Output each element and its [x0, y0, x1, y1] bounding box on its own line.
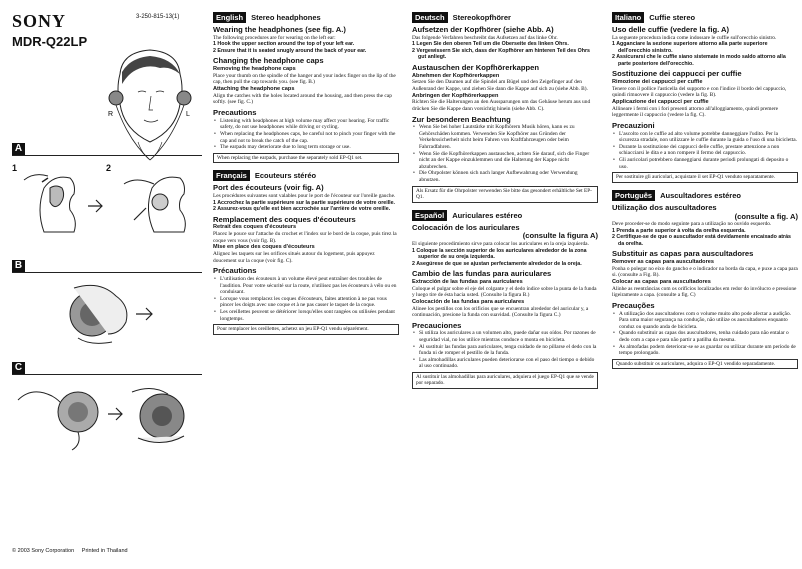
step: 2 Asegúrese de que se ajustan perfectamente alrededor de la oreja.	[412, 260, 582, 267]
figure-b-illustration	[60, 276, 180, 354]
divider	[12, 272, 202, 273]
heading: Substituir as capas para auscultadores	[612, 249, 754, 259]
heading: Precauciones	[412, 320, 462, 330]
subheading: Attaching the headphone caps	[213, 86, 295, 93]
section-header-spanish	[412, 210, 598, 221]
figure-a-step-1: 1	[12, 163, 18, 173]
step: 2 Assurez-vous qu'elle est bien accrochée sur l'arrière de votre oreille.	[213, 206, 391, 213]
paragraph: El siguiente procedimiento sirve para colocar los auriculares en la oreja izquierda.	[412, 241, 589, 248]
step: 1 Agganciare la sezione superiore attorno alla parte superiore dell'orecchio sinistro.	[612, 41, 768, 54]
section-header-german	[412, 12, 598, 23]
paragraph: Alignez les taquets sur les orifices situés autour du logement, puis appuyez doucement sur la coque (voir fig. C).	[213, 251, 375, 264]
section-title: Ecouteurs stéréo	[254, 171, 317, 181]
list-item: • The earpads may deteriorate due to long term storage or use.	[213, 144, 399, 151]
paragraph: Tenere con il pollice l'asticella del supporto e con l'indice il bordo del cappuccio, quindi rimuovere il cappuccio (vedere la fig. B).	[612, 85, 787, 99]
precautions-list	[412, 330, 598, 370]
heading: Cambio de las fundas para auriculares	[412, 269, 552, 279]
heading: Wearing the headphones (see fig. A.)	[213, 25, 346, 35]
subheading: Colocar as capas para auscultadores	[612, 278, 711, 285]
paragraph: Richten Sie die Halterungen an den Aussparungen um das Gehäuse herum aus und drücken Sie die Kappe dann vorsichtig hinein (siehe Abb. C).	[412, 99, 591, 112]
subheading: Mise en place des coques d'écouteurs	[213, 244, 315, 251]
note-box: Quando substituir os auriculares, adquira o EP-Q1 vendido separadamente.	[612, 359, 798, 369]
note-box: Als Ersatz für die Ohrpolster verwenden Sie bitte das gesondert erhältliche Set EP-Q1.	[412, 186, 598, 203]
brand-logo: SONY	[12, 11, 67, 31]
paragraph: Coloque el pulgar sobre el eje del colgante y el dedo índice sobre la punta de la funda y luego tire de ésta hacia usted. (Consulte la figura B.)	[412, 285, 597, 299]
figure-a-illustration	[14, 170, 204, 240]
paragraph: Das folgende Verfahren beschreibt das Aufsetzen auf das linke Ohr.	[412, 34, 558, 41]
list-item: • Las almohadillas auriculares pueden deteriorarse con el paso del tiempo o debido al uso continuado.	[412, 357, 598, 370]
heading: (consulte a fig. A)	[734, 211, 798, 221]
section-header-english	[213, 12, 399, 23]
subheading: Remover as capas para auscultadores	[612, 258, 714, 265]
paragraph: Allineare i fermi con i fori presenti attorno all'alloggiamento, quindi premere leggermente il cappuccio (vedere la fig. C).	[612, 105, 779, 119]
step: 1 Hook the upper section around the top of your left ear.	[213, 41, 355, 48]
heading: Precautions	[213, 108, 257, 118]
note-box: Per sostituire gli auricolari, acquistare il set EP-Q1 venduto separatamente.	[612, 172, 798, 182]
list-item: • Les oreillettes peuvent se détériorer lorsqu'elles sont rangées ou utilisées pendant longtemps.	[213, 309, 399, 322]
printed-in: Printed in Thailand	[81, 548, 128, 554]
step: 1 Accrochez la partie supérieure sur la partie supérieure de votre oreille.	[213, 199, 396, 206]
model-number: MDR-Q22LP	[12, 34, 88, 49]
section-title: Stereokopfhörer	[452, 13, 511, 22]
precautions-list	[612, 131, 798, 171]
precautions-list	[412, 124, 598, 183]
language-tag: Español	[412, 210, 447, 221]
heading: Port des écouteurs (voir fig. A)	[213, 183, 324, 193]
subheading: Retrait des coques d'écouteurs	[213, 224, 297, 231]
subheading: Extracción de las fundas para auriculares	[412, 278, 523, 285]
language-tag: Français	[213, 170, 250, 181]
language-tag: Deutsch	[412, 12, 448, 23]
subheading: Anbringen der Kopfhörerkappen	[412, 92, 499, 99]
copyright: © 2003 Sony Corporation	[12, 548, 75, 554]
list-item: • A utilização dos auscultadores com o volume muito alto pode afectar a audição. Para uma maior segurança na condução, não utilize os auscultadores enquanto conduz ou quando anda de bicicleta.	[612, 311, 798, 331]
heading: Precauzioni	[612, 120, 655, 130]
step: 2 Certifique-se de que o auscultador está devidamente encaixado atrás da orelha.	[612, 234, 791, 247]
subheading: Colocación de las fundas para auriculares	[412, 298, 525, 305]
note-box: When replacing the earpads, purchase the separately sold EP-Q1 set.	[213, 153, 399, 163]
step: 2 Ensure that it is seated snugly around the back of your ear.	[213, 47, 367, 54]
list-item: • Quando substituir as capas dos auscultadores, tenha cuidado para não entalar o dedo com a capa e para não partir a patilha da mesma.	[612, 330, 798, 343]
section-header-italian	[612, 12, 798, 23]
heading: Aufsetzen der Kopfhörer (siehe Abb. A)	[412, 25, 554, 35]
language-tag: English	[213, 12, 246, 23]
footer	[12, 548, 128, 555]
svg-text:R: R	[108, 111, 114, 118]
part-number: 3-250-815-13(1)	[136, 14, 180, 20]
list-item: • L'ascolto con le cuffie ad alto volume potrebbe danneggiare l'udito. Per la sicurezza stradale, non utilizzare le cuffie durante la guida o l'uso di una bicicletta.	[612, 131, 798, 144]
paragraph: La seguente procedura indica come indossare le cuffie sull'orecchio sinistro.	[612, 34, 777, 41]
svg-text:L: L	[186, 111, 190, 118]
language-tag: Português	[612, 190, 655, 201]
language-tag: Italiano	[612, 12, 644, 23]
column-italian-portuguese	[612, 12, 798, 369]
paragraph: The following procedures are for wearing on the left ear:	[213, 34, 336, 41]
paragraph: Setzen Sie den Daumen auf die Spindel am Bügel und den Zeigefinger auf den Außenrand der Kappe, und ziehen Sie dann die Kappe auf sich zu (siehe Abb. B).	[412, 79, 588, 92]
step: 2 Vergewissern Sie sich, dass der Kopfhörer am hinteren Teil des Ohrs gut anliegt.	[412, 47, 590, 61]
list-item: • Durante la sostituzione dei cappucci delle cuffie, prestare attenzione a non schiacciarsi le dita e a non rompere il fermo del cappuccio.	[612, 144, 798, 157]
list-item: • Wenn Sie die Kopfhörerkappen austauschen, achten Sie darauf, sich die Finger nicht an der Kappe einzuklemmen und die Halterung der Kappe nicht abzubrechen.	[412, 151, 598, 171]
section-header-portuguese	[612, 190, 798, 201]
section-title: Auscultadores estéreo	[660, 190, 741, 200]
subheading: Rimozione dei cappucci per cuffie	[612, 78, 703, 85]
section-title: Cuffie stereo	[649, 13, 696, 22]
paragraph: Alinee los pestillos con los orificios que se encuentran alrededor del auricular y, a continuación, presione la funda con suavidad. (Consulte la figura C.)	[412, 305, 589, 319]
section-header-french	[213, 170, 399, 181]
subheading: Removing the headphone caps	[213, 66, 296, 73]
divider	[12, 374, 202, 375]
note-box: Al sustituir las almohadillas para auriculares, adquiera el juego EP-Q1 que se vende por separado.	[412, 372, 598, 389]
section-title: Stereo headphones	[251, 13, 321, 22]
list-item: • Al sustituir las fundas para auriculares, tenga cuidado de no pillarse el dedo con la funda ni de romper el pestillo de la funda.	[412, 344, 598, 357]
step: 1 Coloque la sección superior de los auriculares alrededor de la zona superior de su oreja izquierda.	[412, 247, 587, 261]
subheading: Abnehmen der Kopfhörerkappen	[412, 72, 500, 79]
paragraph: Place your thumb on the spindle of the hanger and your index finger on the lip of the cap, then pull the cap towards you. (see fig. B.)	[213, 72, 396, 86]
heading: Précautions	[213, 266, 257, 276]
paragraph: Alinhe as reentrâncias com os orifícios localizados em redor do invólucro e pressione ligeiramente a capa. (consulte a fig. C)	[612, 285, 797, 299]
figure-c-label: C	[12, 362, 25, 374]
heading: (consulte la figura A)	[522, 231, 598, 241]
figure-c-illustration	[12, 382, 202, 452]
figure-a-step-2: 2	[106, 163, 112, 173]
heading: Sostituzione dei cappucci per cuffie	[612, 69, 742, 79]
subheading: Applicazione dei cappucci per cuffie	[612, 98, 709, 105]
figure-a-label: A	[12, 143, 25, 155]
list-item: • Die Ohrpolster können sich nach langer Aufbewahrung oder Verwendung abnutzen.	[412, 170, 598, 183]
heading: Uso delle cuffie (vedere la fig. A)	[612, 25, 730, 35]
divider	[12, 155, 202, 156]
head-wearing-illustration	[100, 44, 200, 164]
precautions-list	[612, 311, 798, 357]
list-item: • Listening with headphones at high volume may affect your hearing. For traffic safety, do not use headphones while driving or cycling.	[213, 118, 399, 131]
precautions-list	[213, 276, 399, 322]
heading: Changing the headphone caps	[213, 56, 324, 66]
note-box: Pour remplacer les oreillettes, achetez un jeu EP-Q1 vendu séparément.	[213, 324, 399, 334]
column-english-french	[213, 12, 399, 335]
heading: Austauschen der Kopfhörerkappen	[412, 62, 540, 72]
step: 1 Legen Sie den oberen Teil um die Oberseite des linken Ohrs.	[412, 41, 569, 48]
list-item: • Lorsque vous remplacez les coques d'écouteurs, faites attention à ne pas vous pincer les doigts avec une coque et à ne pas casser le taquet de la coque.	[213, 296, 399, 309]
list-item: • Gli auricolari potrebbero danneggiarsi durante periodi prolungati di deposito o uso.	[612, 157, 798, 170]
heading: Zur besonderen Beachtung	[412, 114, 511, 124]
paragraph: Placez le pouce sur l'attache du crochet et l'index sur le bord de la coque, puis tirez la coque vers vous (voir fig. B).	[213, 231, 397, 244]
figure-b-label: B	[12, 260, 25, 272]
list-item: • When replacing the headphones caps, be careful not to pinch your finger with the cap and not to break the catch of the cap.	[213, 131, 399, 144]
paragraph: Align the catches with the holes located around the housing, and then press the cap softly. (see fig. C.)	[213, 92, 392, 106]
column-german-spanish	[412, 12, 598, 389]
heading: Colocación de los auriculares	[412, 222, 520, 232]
step: 2 Assicurarsi che le cuffie siano sistemate in modo saldo attorno alla parte posteriore dell'orecchio.	[612, 54, 786, 67]
heading: Precauções	[612, 300, 655, 310]
step: 1 Prenda a parte superior à volta da orelha esquerda.	[612, 227, 746, 234]
heading: Utilização dos auscultadores	[612, 202, 717, 212]
list-item: • As almofadas podem deteriorar-se se as guardar ou utilizar durante um período de tempo prolongado.	[612, 344, 798, 357]
list-item: • L'utilisation des écouteurs à un volume élevé peut entraîner des troubles de l'audition. Pour votre sécurité sur la route, n'utilisez pas les écouteurs à vélo ou en conduisant.	[213, 276, 399, 296]
paragraph: Deve proceder-se do modo seguinte para a utilização no ouvido esquerdo.	[612, 221, 772, 228]
section-title: Auriculares estéreo	[452, 210, 523, 220]
paragraph: Les procédures suivantes sont valables pour le port de l'écouteur sur l'oreille gauche.	[213, 193, 396, 200]
heading: Remplacement des coques d'écouteurs	[213, 214, 356, 224]
precautions-list	[213, 118, 399, 151]
paragraph: Ponha o polegar no eixo do gancho e o indicador na borda da capa, e puxe a capa para si. (consulte a Fig. B).	[612, 265, 798, 279]
list-item: • Wenn Sie bei hoher Lautstärke mit Kopfhörern Musik hören, kann es zu Gehörschäden kommen. Verwenden Sie Kopfhörer aus Gründen der Verkehrssicherheit nicht beim Fahren von Kraftfahrzeugen oder beim Fahrradfahren.	[412, 124, 598, 150]
list-item: • Si utiliza los auriculares a un volumen alto, puede dañar sus oídos. Por razones de seguridad vial, no los utilice mientras conduce o monta en bicicleta.	[412, 330, 598, 343]
